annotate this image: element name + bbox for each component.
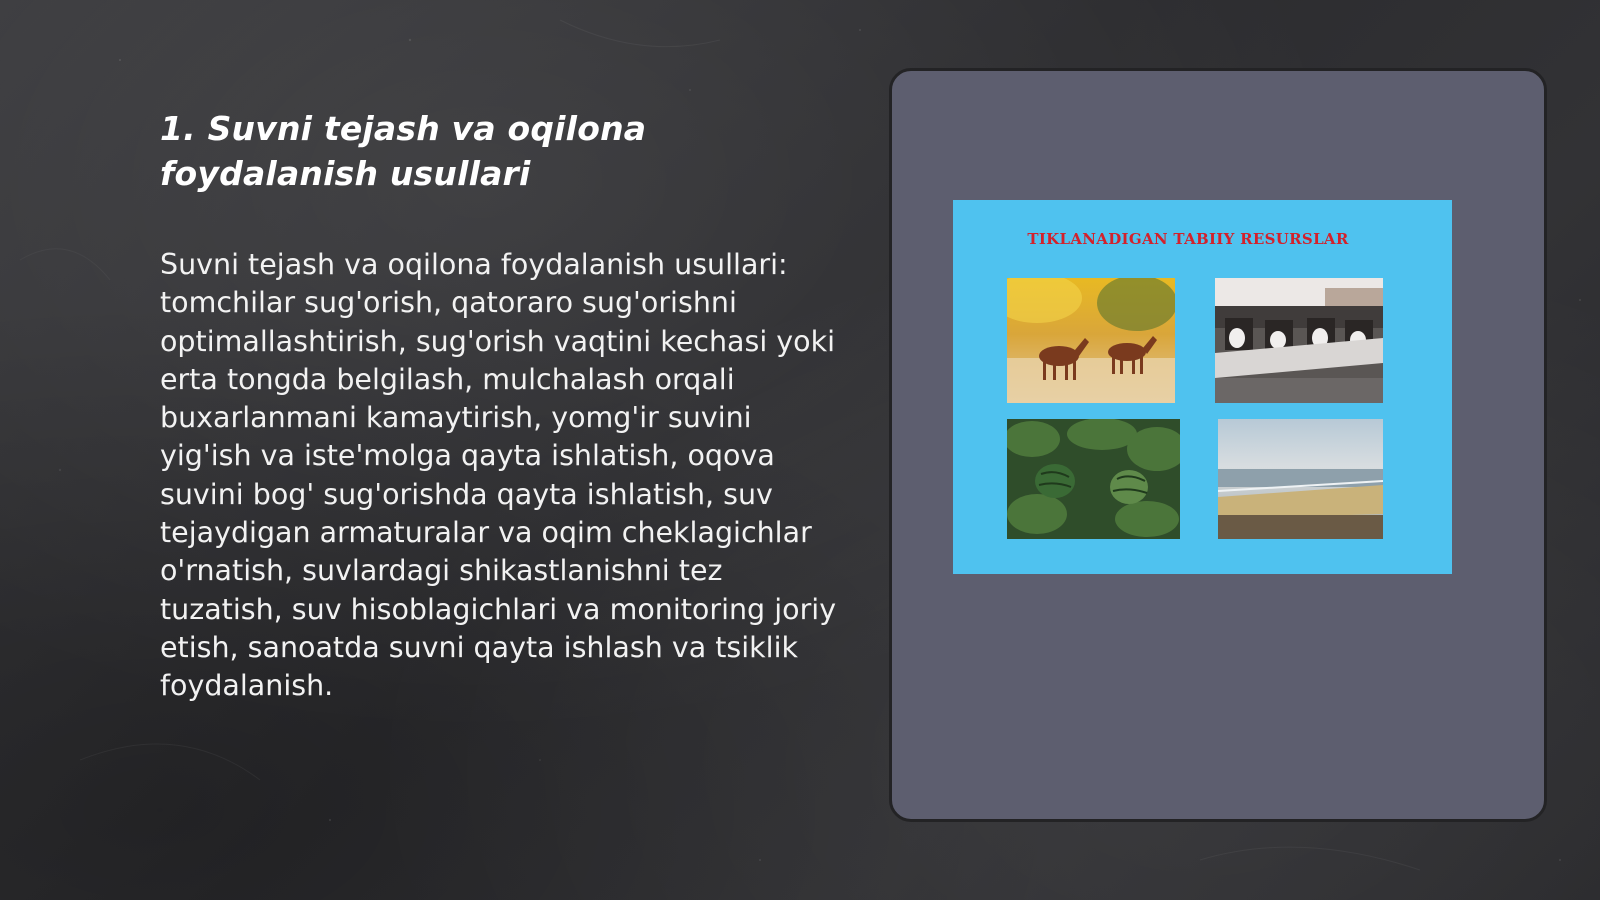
embedded-slide-image bbox=[953, 200, 1452, 574]
embedded-slide-title: TIKLANADIGAN TABIIY RESURSLAR bbox=[1027, 230, 1349, 248]
cattle-barn-photo bbox=[1215, 278, 1383, 403]
watermelon-field-photo bbox=[1007, 419, 1180, 539]
water-landscape-photo bbox=[1218, 419, 1383, 539]
slide-body-text: Suvni tejash va oqilona foydalanish usullari: tomchilar sug'orish, qatoraro sug'orishni optimallashtirish, sug'orish vaqtini kechasi yoki erta tongda belgilash, mulchalash orqali buxarlanmani kamaytirish, yomg'ir suvini yig'ish va iste'molga qayta ishlatish, oqova suvini bog' sug'orishda qayta ishlatish, suv tejaydigan armaturalar va oqim cheklagichlar o'rnatish, suvlardagi shikastlanishni tez tuzatish, suv hisoblagichlari va monitoring joriy etish, sanoatda suvni qayta ishlash va tsiklik foydalanish. bbox=[160, 248, 837, 703]
media-panel bbox=[889, 68, 1547, 822]
horses-photo bbox=[1007, 278, 1175, 403]
slide-title: 1. Suvni tejash va oqilona foydalanish usullari bbox=[160, 109, 647, 193]
